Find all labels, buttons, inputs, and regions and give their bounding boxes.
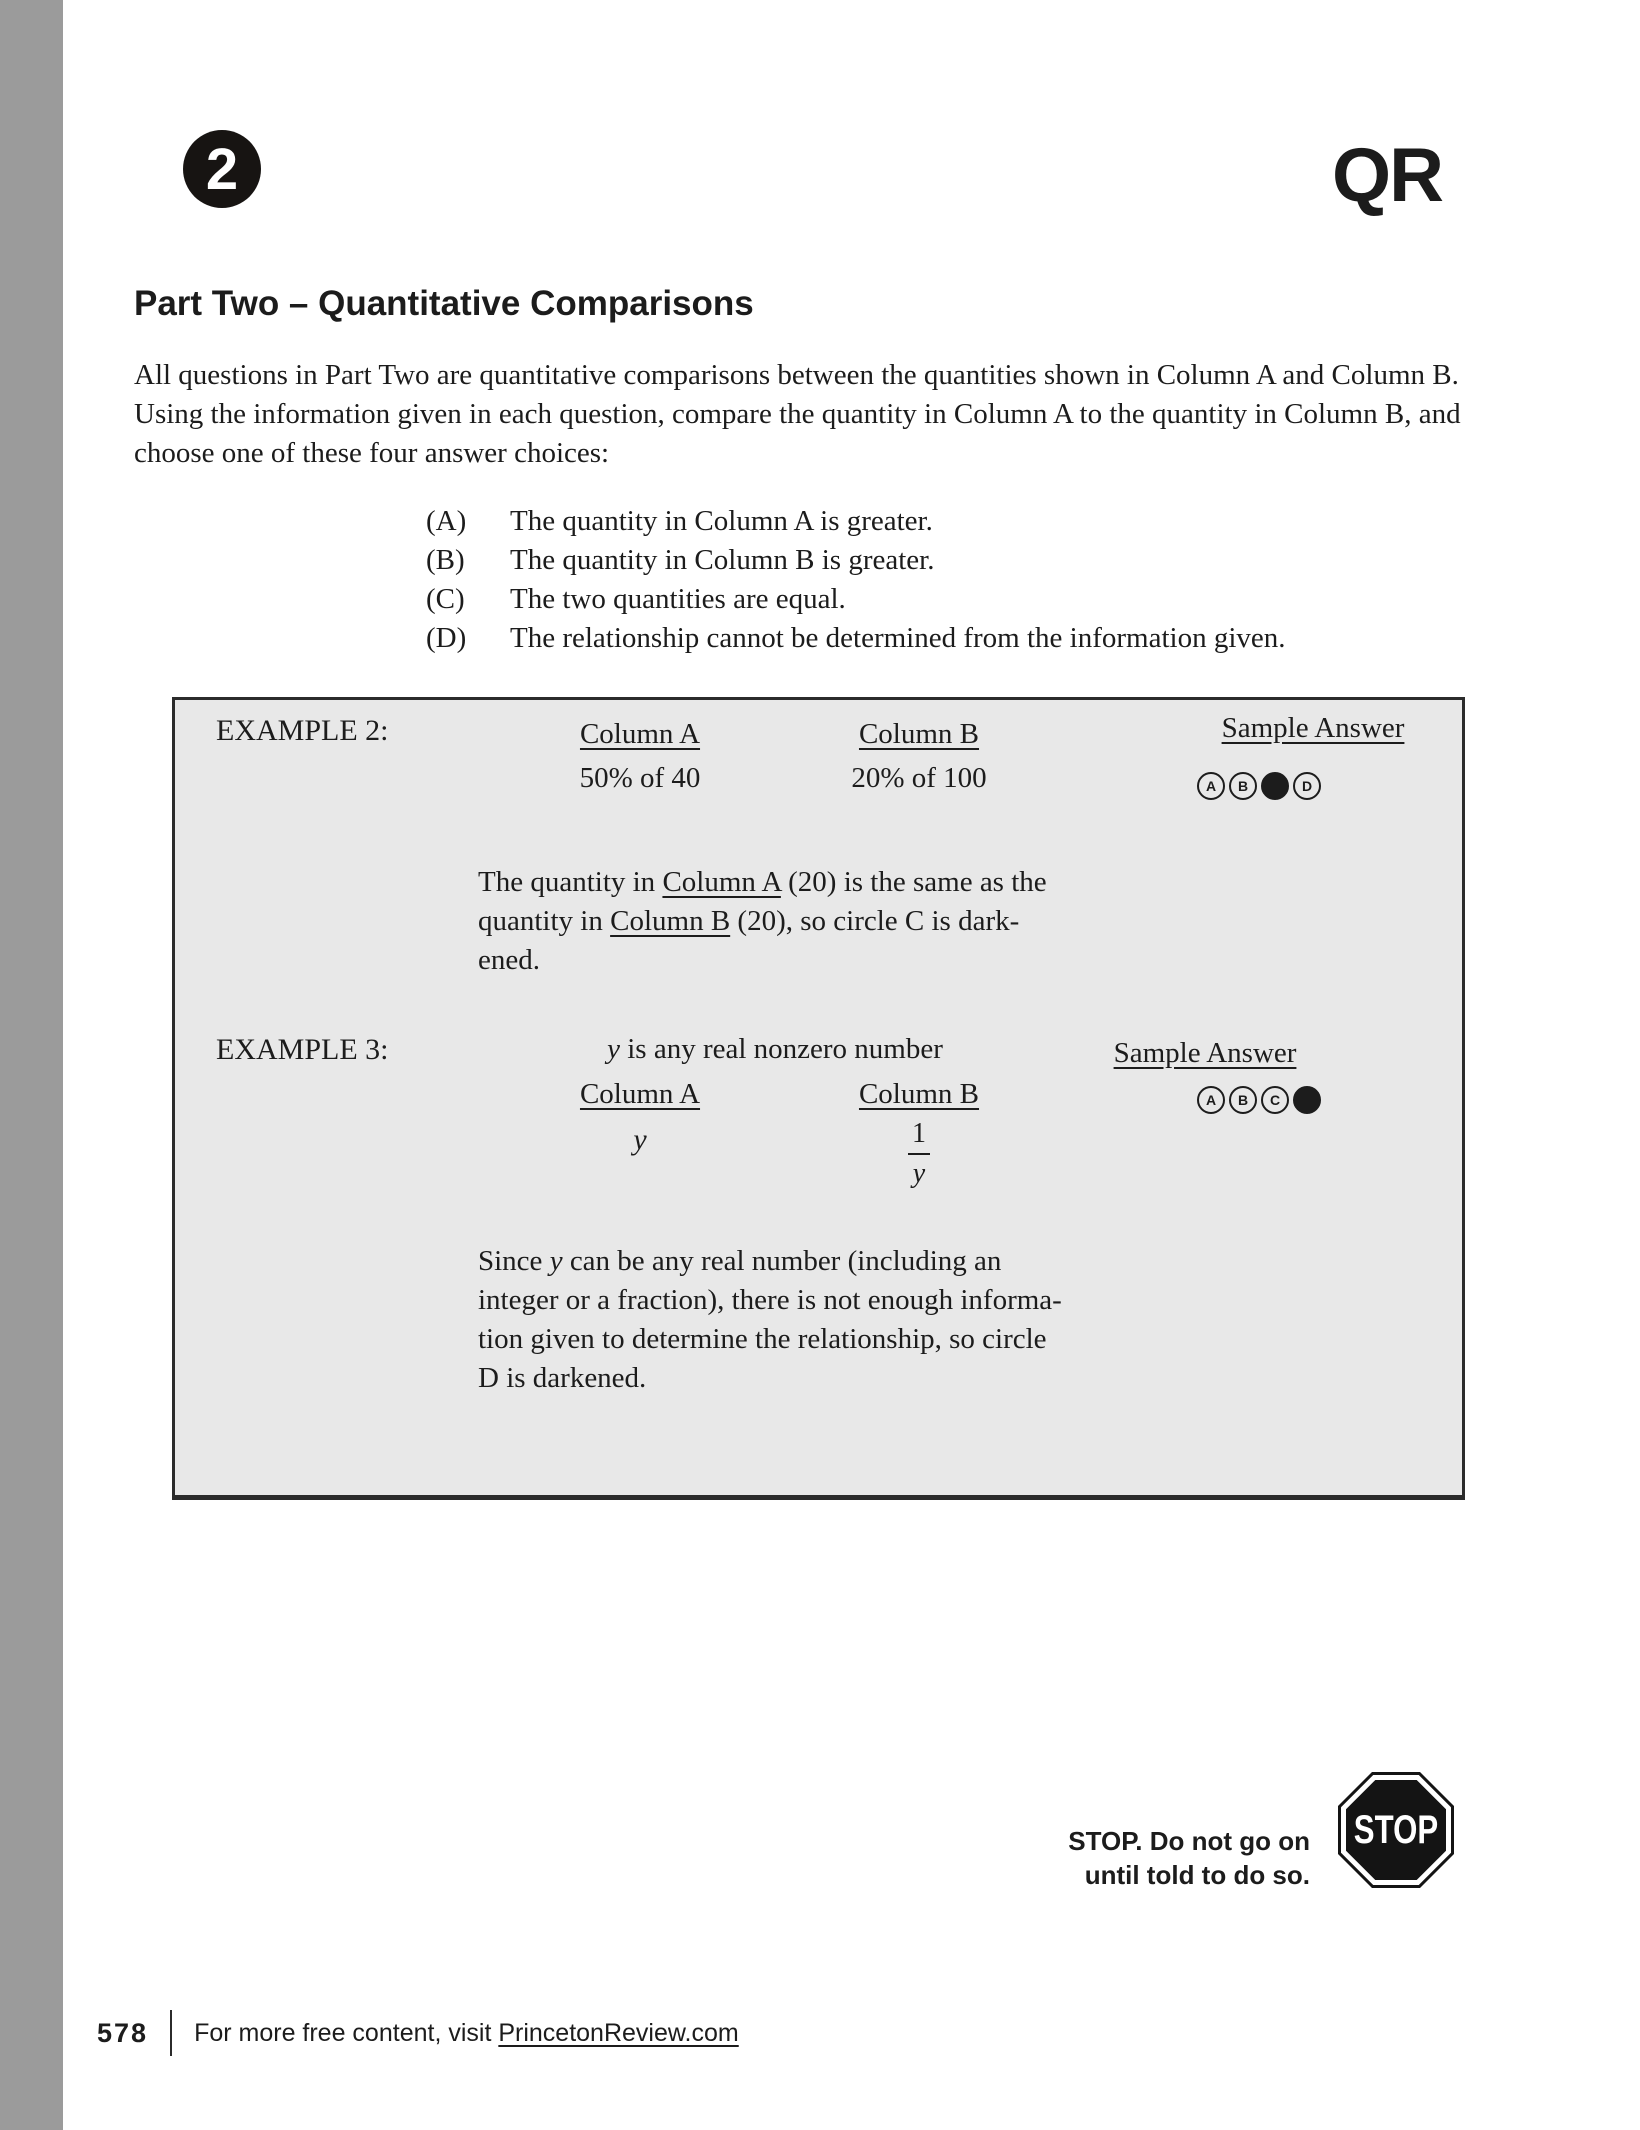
example2-sample-answer-header: Sample Answer	[1221, 712, 1405, 744]
explanation-line: tion given to determine the relationship, so circle	[478, 1323, 1047, 1355]
answer-bubble-c: C	[1261, 1086, 1289, 1114]
example2-answer-bubbles	[1197, 772, 1321, 800]
section-heading: Part Two – Quantitative Comparisons	[134, 284, 754, 323]
chapter-number-badge	[183, 130, 261, 208]
stop-sign-text: STOP	[1353, 1807, 1439, 1852]
stop-message-line: until told to do so.	[1084, 1860, 1310, 1890]
page-footer	[97, 2010, 739, 2056]
example3-explanation	[478, 1245, 1062, 1401]
answer-bubble-d-filled	[1293, 1086, 1321, 1114]
choice-letter: (B)	[426, 544, 465, 576]
fraction-numerator: 1	[908, 1118, 930, 1155]
answer-choices-list	[426, 505, 1286, 661]
answer-bubble-b: B	[1229, 772, 1257, 800]
explanation-line: ened.	[478, 944, 540, 976]
choice-letter: (D)	[426, 622, 467, 654]
answer-bubble-d: D	[1293, 772, 1321, 800]
stop-sign-icon	[1338, 1772, 1454, 1888]
stop-message	[1068, 1824, 1310, 1892]
choice-text: The two quantities are equal.	[510, 583, 846, 615]
example2-column-a-header: Column A	[579, 718, 701, 750]
choice-letter: (A)	[426, 505, 467, 537]
explanation-line: The quantity in Column A (20) is the same as the	[478, 866, 1047, 898]
intro-paragraph: All questions in Part Two are quantitative comparisons between the quantities shown in Column A and Column B. Using the information given in each question, compare the quantity in Column A to the quantity in Column B, and choose one of these four answer choices:	[134, 359, 1461, 469]
section-code-label: QR	[1332, 133, 1442, 218]
examples-box	[172, 697, 1465, 1500]
choice-text: The relationship cannot be determined from the information given.	[510, 622, 1286, 654]
explanation-line: quantity in Column B (20), so circle C is dark-	[478, 905, 1020, 937]
example3-answer-bubbles	[1197, 1086, 1321, 1114]
example3-column-a-header: Column A	[579, 1078, 701, 1110]
example3-label: EXAMPLE 3:	[216, 1033, 389, 1066]
answer-bubble-c-filled	[1261, 772, 1289, 800]
example3-sample-answer-header: Sample Answer	[1113, 1037, 1297, 1069]
fraction-denominator: y	[912, 1158, 926, 1189]
footer-divider	[170, 2010, 172, 2056]
explanation-line: Since y can be any real number (including an	[478, 1245, 1002, 1277]
answer-choice	[426, 583, 1286, 622]
stop-message-line: STOP. Do not go on	[1068, 1826, 1310, 1856]
footer-text: For more free content, visit PrincetonReview.com	[194, 2018, 739, 2047]
page-number: 578	[97, 2017, 149, 2048]
explanation-line: D is darkened.	[478, 1362, 647, 1394]
answer-bubble-b: B	[1229, 1086, 1257, 1114]
fraction	[908, 1118, 930, 1190]
choice-text: The quantity in Column B is greater.	[510, 544, 935, 576]
answer-choice	[426, 622, 1286, 661]
example3-column-b-value	[908, 1118, 930, 1190]
footer-link[interactable]: PrincetonReview.com	[498, 2018, 739, 2047]
page-edge-bar	[0, 0, 63, 2130]
choice-letter: (C)	[426, 583, 465, 615]
answer-bubble-a: A	[1197, 1086, 1225, 1114]
explanation-line: integer or a fraction), there is not enough informa-	[478, 1284, 1062, 1316]
example2-column-a-value: 50% of 40	[579, 762, 701, 794]
example2-column-b-value: 20% of 100	[851, 762, 987, 794]
example2-explanation	[478, 866, 1047, 983]
answer-bubble-a: A	[1197, 772, 1225, 800]
answer-choice	[426, 505, 1286, 544]
example2-column-b-header: Column B	[858, 718, 980, 750]
chapter-number: 2	[205, 136, 239, 202]
example3-column-a-value: y	[633, 1123, 647, 1156]
example2-label: EXAMPLE 2:	[216, 714, 389, 747]
example3-column-b-header: Column B	[858, 1078, 980, 1110]
example3-condition: y is any real nonzero number	[607, 1033, 943, 1065]
answer-choice	[426, 544, 1286, 583]
choice-text: The quantity in Column A is greater.	[510, 505, 933, 537]
